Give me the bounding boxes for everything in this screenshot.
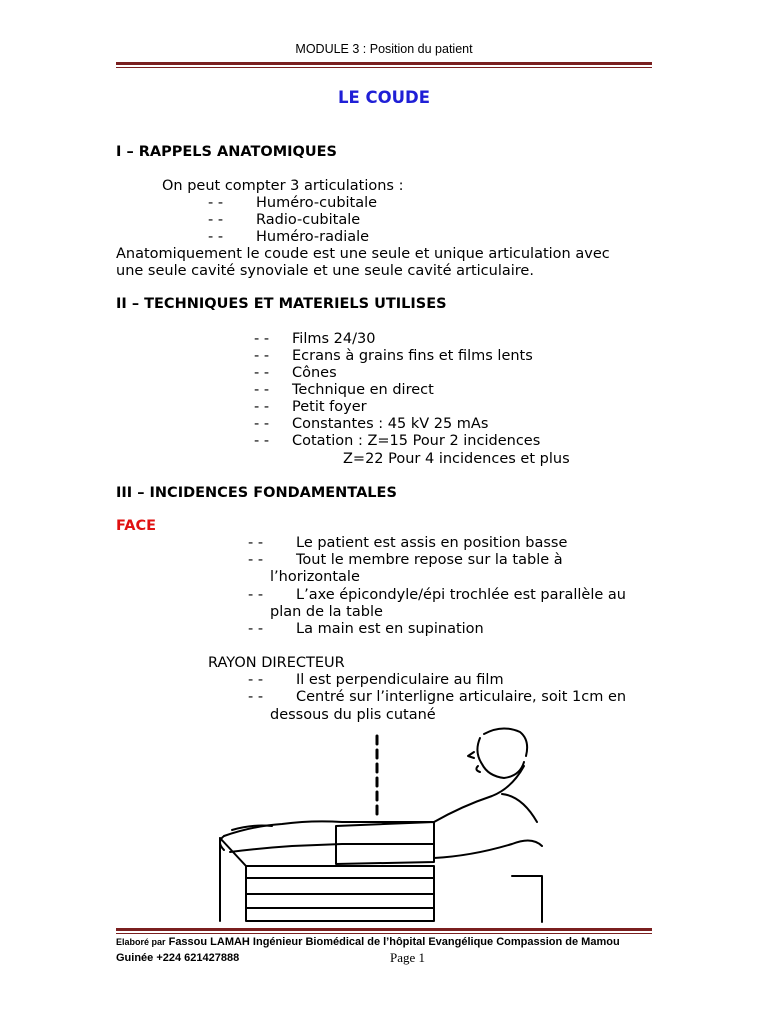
section-1-intro: On peut compter 3 articulations : — [162, 178, 404, 194]
list-item: Le patient est assis en position basse — [296, 535, 568, 551]
list-item: Constantes : 45 kV 25 mAs — [292, 416, 489, 432]
list-item: Petit foyer — [292, 399, 367, 415]
bullet: - - — [248, 587, 264, 603]
footer-rule-thin — [116, 933, 652, 934]
footer-author-line — [116, 936, 620, 948]
list-item: Radio-cubitale — [256, 212, 361, 228]
list-item-continuation: dessous du plis cutané — [270, 707, 436, 723]
header-rule-thin — [116, 67, 652, 68]
bullet: - - — [248, 621, 264, 637]
bullet: - - — [254, 433, 270, 449]
list-item: L’axe épicondyle/épi trochlée est parallèle au — [296, 587, 626, 603]
page-number: Page 1 — [390, 950, 426, 965]
bullet: - - — [248, 672, 264, 688]
list-item: Il est perpendiculaire au film — [296, 672, 504, 688]
section-3-heading: III – INCIDENCES FONDAMENTALES — [116, 485, 397, 501]
list-item: Ecrans à grains fins et films lents — [292, 348, 533, 364]
anatomy-paragraph-line: Anatomiquement le coude est une seule et unique articulation avec — [116, 246, 610, 262]
footer-author: Fassou LAMAH Ingénieur Biomédical de l’hôpital Evangélique Compassion de Mamou — [168, 936, 620, 948]
document-title: LE COUDE — [337, 88, 431, 107]
list-item: Huméro-radiale — [256, 229, 370, 245]
list-item: Technique en direct — [292, 382, 434, 398]
bullet: - - — [254, 382, 270, 398]
list-item: Huméro-cubitale — [256, 195, 378, 211]
bullet: - - — [208, 229, 224, 245]
list-item: La main est en supination — [296, 621, 484, 637]
list-item: Films 24/30 — [292, 331, 376, 347]
header-rule — [116, 62, 652, 65]
list-item: Tout le membre repose sur la table à — [296, 552, 563, 568]
face-label: FACE — [116, 518, 157, 534]
footer-prefix: Elaboré par — [116, 937, 166, 947]
page-header: MODULE 3 : Position du patient — [295, 42, 473, 56]
bullet: - - — [248, 535, 264, 551]
list-item-continuation: plan de la table — [270, 604, 383, 620]
section-1-heading: I – RAPPELS ANATOMIQUES — [116, 144, 337, 160]
bullet: - - — [208, 212, 224, 228]
anatomy-paragraph-line: une seule cavité synoviale et une seule cavité articulaire. — [116, 263, 534, 279]
footer-rule — [116, 928, 652, 931]
list-item: Centré sur l’interligne articulaire, soit 1cm en — [296, 689, 627, 705]
elbow-position-illustration — [212, 726, 552, 926]
bullet: - - — [254, 348, 270, 364]
bullet: - - — [248, 552, 264, 568]
list-item: Cônes — [292, 365, 337, 381]
footer-contact: Guinée +224 621427888 — [116, 952, 240, 964]
bullet: - - — [208, 195, 224, 211]
bullet: - - — [254, 416, 270, 432]
bullet: - - — [254, 331, 270, 347]
rayon-label: RAYON DIRECTEUR — [208, 655, 345, 671]
bullet: - - — [248, 689, 264, 705]
list-item-continuation: l’horizontale — [270, 569, 360, 585]
bullet: - - — [254, 365, 270, 381]
list-item-continuation: Z=22 Pour 4 incidences et plus — [343, 451, 570, 467]
list-item: Cotation : Z=15 Pour 2 incidences — [292, 433, 541, 449]
section-2-heading: II – TECHNIQUES ET MATERIELS UTILISES — [116, 296, 447, 312]
bullet: - - — [254, 399, 270, 415]
